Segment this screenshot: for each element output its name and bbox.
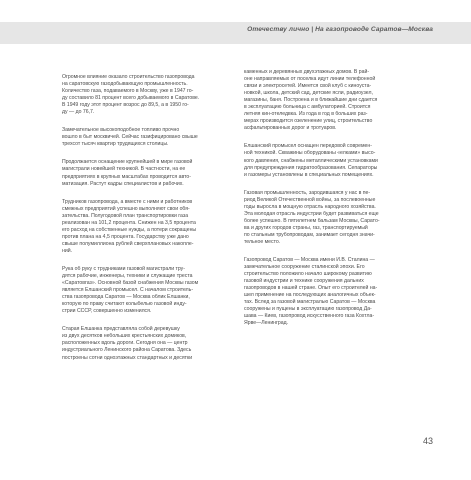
text-line: связи и электросетей. Имеется свой клуб с киноуста- <box>244 83 372 90</box>
text-line: матизация. Растут кадры специалистов и рабочих. <box>62 180 184 187</box>
text-line: ний. <box>62 247 73 254</box>
text-line: новкой, школа, детский сад, детские ясли, радиоузел, <box>244 90 373 97</box>
text-line: Старая Елшанка представляла собой деревушку <box>62 326 180 333</box>
text-line: асфальтированных дорог и тротуаров. <box>244 125 337 132</box>
text-line: годы выросла в мощную отрасль народного хозяйства. <box>244 203 376 210</box>
left-column <box>62 74 230 373</box>
text-line: предприятиях в крупных масштабах проводится авто- <box>62 173 191 180</box>
text-line: Газопровод Саратов — Москва имени И.В. Сталина — <box>244 257 375 264</box>
text-line: Количество газа, подаваемого в Москву, уже в 1947 го- <box>62 88 194 95</box>
text-line: Газовая промышленность, зародившаяся у нас в пе- <box>244 189 371 196</box>
text-line: Огромное влияние оказало строительство газопровода <box>62 74 195 80</box>
running-title: Отечеству лично | На газопроводе Саратов—Москва <box>247 26 433 33</box>
text-line: против плана на 4,5 процента. Государству уже дано <box>62 233 189 240</box>
text-line: Трудников газопровода, а вместе с ними и работников <box>62 198 193 205</box>
text-line: В 1949 году этот процент возрос до 89,5, а в 1950 го- <box>62 102 189 109</box>
text-line: свыше полумиллиона рублей сверхплановых накопле- <box>62 240 194 247</box>
text-line: смежных предприятий успешно выполняют свои обя- <box>62 205 190 212</box>
text-line: ства газопровода Саратов — Москва облик Елшанки, <box>62 294 190 301</box>
text-line: ду составило 81 процент всего добываемого в Саратове. <box>62 95 200 102</box>
text-line: по стальным трубопроводам, занимает сегодня значи- <box>244 231 375 238</box>
text-line: тельное место. <box>244 238 281 245</box>
text-line: трехсот тысяч квартир трудящихся столицы. <box>62 141 169 148</box>
paragraph <box>62 74 230 116</box>
text-line: его расход на собственные нужды, а потери сокращены <box>62 226 197 233</box>
text-line: расположенных вдоль дороги. Сегодня она — центр <box>62 340 188 347</box>
text-line: магазины, баня. Построена и в ближайшие дни сдается <box>244 97 378 104</box>
text-line: более успешно. В пятилетнем бальзам Москвы, Сарато- <box>244 217 380 224</box>
text-line: Замечательное высокоподобное топливо прочно <box>62 127 180 134</box>
text-line: является Елшанский промысел. С началом строитель- <box>62 287 194 294</box>
text-line: зательства. Полугодовой план транспортировки газа <box>62 212 189 219</box>
text-line: Продолжается оснащение крупнейшей в мире газовой <box>62 159 193 166</box>
text-line: Рука об руку с трудниками газовой магистрали тру- <box>62 265 185 272</box>
text-line: ва и других городов страны, газ, транспортируемый <box>244 224 368 231</box>
text-line: газовой индустрии и технике сооружения дальних <box>244 278 364 285</box>
paragraph <box>244 143 414 178</box>
text-line: шава — Киев, газопровод искусственного газа Кохтла- <box>244 313 375 320</box>
text-line: летняя кин-отеледвка. Из года в год в больших раз- <box>244 111 368 118</box>
text-line: и газомеры установлены в специальных помещениях. <box>244 171 374 178</box>
text-line: стрии СССР, совершенно изменился. <box>62 308 152 315</box>
paragraph <box>244 257 414 327</box>
text-line: Эта молодая отрасль индустрии будет развиваться еще <box>244 210 379 217</box>
paragraph <box>244 190 414 246</box>
text-line: шел применение на последующих аналогичных объек- <box>244 292 376 299</box>
text-line: мерах производится озеленение улиц, строительство <box>244 118 373 125</box>
text-line: оне направляемых от поселка идут линии телефонной <box>244 76 376 83</box>
paragraph <box>62 266 230 315</box>
text-line: в эксплуатацию больница с амбулаторией. Строится <box>244 104 371 111</box>
text-line: ной техникой. Скважины оборудованы «елками» высо- <box>244 150 376 157</box>
paragraph <box>244 69 414 132</box>
text-line: риод Великой Отечественной войны, за послевоенные <box>244 196 376 203</box>
text-line: каменных и деревянных двухэтажных домов. В рай- <box>244 69 370 75</box>
text-line: ду — до 76,7. <box>62 109 95 116</box>
text-line: на саратовскую газодобывающую промышленность. <box>62 81 188 88</box>
text-line: построены сотни одноэтажных стандартных и десятки <box>62 354 193 361</box>
text-line: сооружены и пущены в эксплуатацию газопровод Да- <box>244 306 372 313</box>
right-column <box>244 69 414 339</box>
text-line: реализован на 101,2 процента. Снижен на 3,5 процента <box>62 219 196 226</box>
text-line: магистрали новейшей техникой. В частности, на ее <box>62 166 186 173</box>
text-line: строительство положило начало широкому развитию <box>244 271 372 278</box>
text-line: тах. Вслед за газовой магистралью Саратов — Москва <box>244 299 376 306</box>
text-line: Ярве—Ленинград. <box>244 320 289 327</box>
text-line: вошло в быт москвичей. Сейчас газифицировано свыше <box>62 134 198 141</box>
paragraph <box>62 199 230 255</box>
paragraph <box>62 159 230 187</box>
text-line: дятся рабочие, инженеры, техники и служащие треста <box>62 273 193 280</box>
page-number: 43 <box>422 436 433 446</box>
text-line: кого давления, снабжены металлическими установками <box>244 157 378 164</box>
text-line: Елшанский промысел оснащен передовой современ- <box>244 143 372 150</box>
paragraph <box>62 326 230 361</box>
text-line: которую по праву считают колыбелью газовой инду- <box>62 301 187 308</box>
text-line: из двух десятков небольших крестьянских домиков, <box>62 333 187 340</box>
paragraph <box>62 127 230 148</box>
text-line: «Саратовгаз». Основной базой снабжения Москвы газом <box>62 280 199 287</box>
text-line: газопроводов в нашей стране. Опыт его строителей на- <box>244 285 378 292</box>
text-line: индустриального Ленинского района Саратова. Здесь <box>62 347 192 354</box>
text-line: замечательное сооружение сталинской эпохи. Его <box>244 264 365 271</box>
text-line: для предупреждения гидратообразования. Сепараторы <box>244 164 378 171</box>
